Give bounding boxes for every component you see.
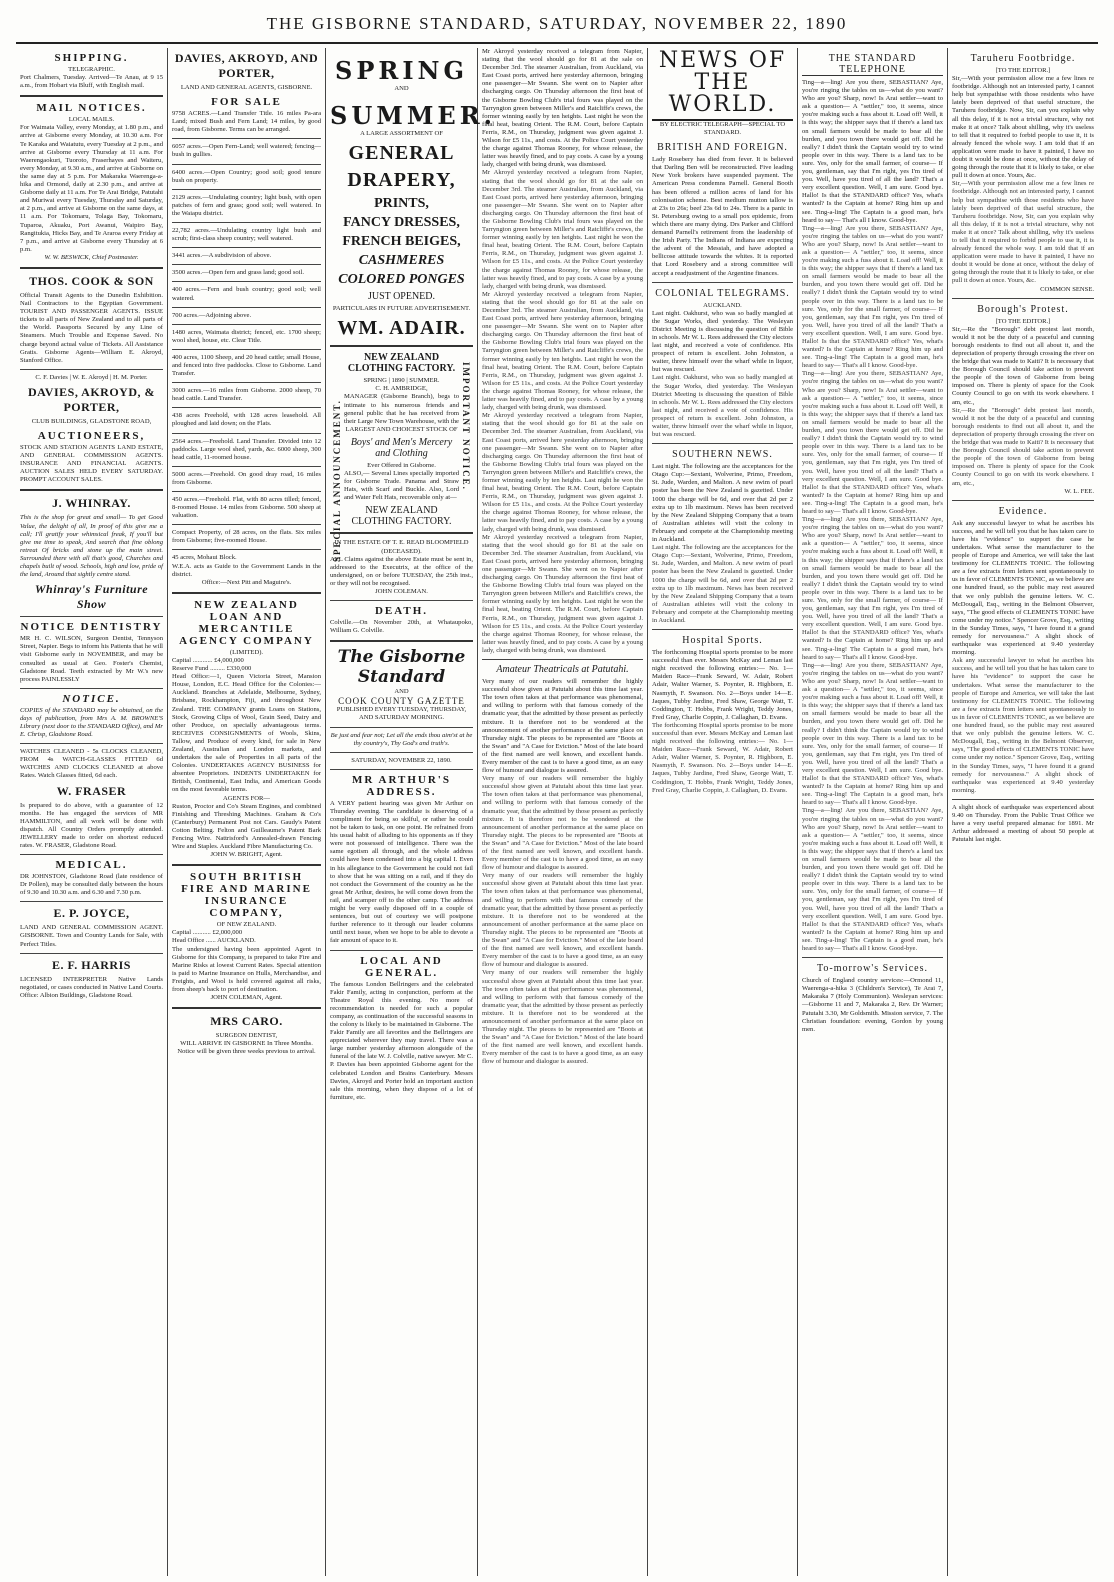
estate-signature: JOHN COLEMAN.	[375, 587, 428, 595]
factory-text: MANAGER (Gisborne Branch), begs to intimate to his numerous friends and general public that he has received from their Large New Town Warehouse, with the	[344, 393, 459, 425]
filler-text: Mr Akroyd yesterday received a telegram from Napier, stating that the wool should go for 81 at the sale on December 3rd. The steamer Australian, from Auckland, via East Coast ports, arrived here yesterday afternoon, bringing one passenger—Mr Swann. She went on to Napier after discharging cargo. On Thursday afternoon the first heat of the Gisborne Bowling Club's trial fours was played on the Tarryngton green between Miller's and Ratcliffe's crews, the former winning easily by ten heights. Last night he won the final heat, beating Orient. The R.M. Court, before Captain Ferris, R.M., on Thursday, judgment was given against J. Wilson for £5 11s., and costs. At the Police Court yesterday the charge against Thomas Rooney, for whose release, the latter was heavily fined, and to pay costs. A case by a young lady, charged with being drunk, was dismissed.	[482, 290, 643, 412]
local-mails-subheading: LOCAL MAILS.	[68, 116, 115, 124]
nzloan-reserve: Reserve Fund ......... £330,000	[172, 665, 252, 673]
divider	[330, 727, 473, 728]
filler-text: Sir,—Re the "Borough" debt protest last month, would it not be the duty of a peaceful and cunning borough residents to find out all about it, and the depreciation of property through crossing the river on the bridge that was made to Kaiti? It is necessary that the Borough Council should take action to prevent the people of the town of Gisborne from being imposed on. There is plenty of space for the Cook County Council to go on with its work elsewhere. I am, etc.,	[952, 406, 1094, 487]
prints-heading: PRINTS,	[374, 196, 429, 212]
spring-heading: SPRING	[335, 56, 468, 85]
by-telegraph: BY ELECTRIC TELEGRAPH—SPECIAL TO STANDARD.	[659, 121, 786, 137]
motto: Be just and fear not; Let all the ends thou aim'st at be thy country's, Thy God's and truth's.	[330, 731, 473, 747]
particulars: PARTICULARS IN FUTURE ADVERTISEMENT.	[332, 305, 471, 313]
summer-heading: SUMMER.	[330, 101, 496, 131]
divider	[172, 864, 321, 866]
mail-notices-heading: MAIL NOTICES.	[36, 102, 147, 115]
postmaster-signature: W. W. BESWICK, Chief Postmaster.	[44, 253, 139, 261]
boys-mercery: Boys' and Men's Mercery and Clothing	[350, 436, 453, 459]
divider	[330, 769, 473, 770]
filler-text: Last night. Oakhurst, who was so badly mangled at the Sugar Works, died yesterday. The Wesleyan District Meeting is discussing the question of Bible in schools. Mr W. L. Rees addressed the City electors last night, and received a vote of confidence. His prospect of return is excellent. John Johnston, a waiter, threw himself over the wharf while in liquor, but was rescued.	[652, 374, 794, 439]
and-word: AND	[394, 85, 409, 92]
listing: 1480 acres, Waimata district; fenced, etc. 1700 sheep; wool shed, house, etc. Clear Title.	[172, 328, 321, 344]
listing: 400 acres, 1100 Sheep, and 20 head cattle; small House, and fenced into five paddocks. Close to Gisborne. Land Transfer.	[172, 353, 321, 378]
filler-text: Ask any successful lawyer to what he ascribes his success, and he will tell you that he has taken care to have his "evidence" to support the case he undertakes. What sense the manufacturer to the people of Europe and America, we will take the last testimony for CLEMENTS TONIC. The following are a few extracts from letters sent spontaneously to us in favor of CLEMENTS TONIC, as we believe are one hundred fraud, so the public may rest assured that we only publish the genuine letters. W. C. McDougall, Esq., writing in the Belmont Observer, says, "The good effects of CLEMENTS TONIC have come under my notice." Spencer Grove, Esq., writing in the Sunday Times, says, "I have found it a grand remedy for nervousness." A slight shock of earthquake was experienced at 9.40 yesterday morning.	[952, 657, 1094, 794]
factory-heading: NEW ZEALAND CLOTHING FACTORY.	[347, 352, 456, 375]
ever-offered: Ever Offered in Gisborne.	[367, 461, 436, 469]
to-editor: [TO THE EDITOR.]	[995, 317, 1051, 325]
divider	[20, 953, 163, 954]
bright-signature: JOHN W. BRIGHT, Agent.	[210, 851, 283, 859]
listing: Compact Property, of 28 acres, on the flats. Six miles from Gisborne; five-roomed House.	[172, 529, 321, 545]
nzloan-text: Head Office:—1, Queen Victoria Street, Mansion House, London, E.C. Head Office for the Colonies:—Auckland. Branches at Adelaide, Melbourne, Sydney, Brisbane, Rockhampton, Fiji, and throughout New Zealand. THE COMPANY grants Loans on Stations, Stock, Growing Clips of Wool, Grain Seed, Dairy and other Produce, on specially advantageous terms. RECEIVES CONSIGNMENTS of Wools, Skins, Tallow, and Produce of every kind, for sale in New Zealand, Australian and London markets, and undertakes the sale of Properties in all parts of the Colonies. UNDERTAKES AGENCY BUSINESS for absentee Proprietors. INDENTS UNDERTAKEN for British, Continental, East India, and American Goods on the most favorable terms.	[172, 673, 321, 794]
column-2	[168, 48, 326, 1576]
published-note: PUBLISHED EVERY TUESDAY, THURSDAY, AND SATURDAY MORNING.	[336, 706, 467, 722]
filler-text: The forthcoming Hospital sports promise to be more successful than ever. Messrs McKay and Leman last night received the following entries:— No. 1—Maiden Race—Frank Seward, W. Adair, Robert Adair, Walter Warner, S. Poynter, R. Highborn, E. Nasmyth, F. Swanson. No. 2—Boys under 14—E. Jaques, Tubby Jardine, Fred Shaw, George Watt, T. Coddington, T. Hobbs, Frank Wright, Teddy Jones, Fred Gray, Charlie Coppin, J. Callaghan, D. Evans.	[652, 721, 793, 794]
south-british-capital: Capital ........... £2,000,000	[172, 929, 243, 937]
agents-for: AGENTS FOR—	[222, 794, 271, 802]
divider	[172, 491, 321, 492]
divider	[172, 382, 321, 383]
nzloan-capital: Capital ............ £4,000,000	[172, 656, 244, 664]
divider	[172, 524, 321, 525]
spring-summer: SPRING | 1890 | SUMMER.	[363, 377, 440, 385]
ambridge-name: C. H. AMBRIDGE,	[375, 385, 428, 393]
divider	[20, 267, 163, 269]
estate-text: ALL Claims against the above Estate must be sent in, addressed to the Executrix, at the office of the undersigned, on or before TUESDAY, the 25th inst., or they will not be recognised.	[330, 555, 473, 587]
listing: 6400 acres.—Open Country; good soil; good tenure bush on property.	[172, 168, 321, 184]
south-british-text: The undersigned having been appointed Agent in Gisborne for this Company, is prepared to take Fire and Marine Risks at lowest Current Rates. Special attention is paid to Marine Insurance on Hulls, Merchandise, and Freights, and Wool is held covered against all risks, from sheep's back to port of destination.	[172, 945, 321, 994]
masthead-title: THE GISBORNE STANDARD, SATURDAY, NOVEMBER 22, 1890	[266, 14, 848, 33]
caro-text: WILL ARRIVE IN GISBORNE In Three Months. Notice will be given three weeks previous to arrival.	[177, 1040, 316, 1056]
divider	[172, 592, 321, 594]
filler-text: Sir,—With your permission allow me a few lines re footbridge. Although not an interested party, I cannot help but sympathise with those residents who have lately been deprived of that useful structure, the Taruheru footbridge. Now, Sir, can you explain why all this delay, if it is not a trivial structure, why not make it at once? Talk about shilling, why it's useless to tell that it required to forbid people to use it, it is already fenced the whole way. I am told that if an application were made to have it painted, I have no doubt it would be done at once, without the delay of going through the route that it is likely to take, or else pull it down at once. Yours, &c.	[952, 180, 1094, 285]
listing: 5000 acres.—Freehold. On good dray road, 16 miles from Gisborne.	[172, 470, 321, 486]
earthquake-text: A slight shock of earthquake was experienced about 9.40 on Thursday. From the Public Trust Office we have a very useful prepared almanac for 1891. Mr Arthur addressed a meeting of about 50 people at Patutahi last night.	[952, 803, 1094, 844]
office-note: Office:—Next Pitt and Maguire's.	[201, 578, 292, 586]
davies-heading: DAVIES, AKROYD, & PORTER,	[28, 384, 155, 414]
tomorrow-heading: To-morrow's Services.	[817, 963, 928, 975]
issue-date: SATURDAY, NOVEMBER 22, 1890.	[351, 756, 452, 764]
wilson-text: MR H. C. WILSON, Surgeon Dentist, Tennyson Street, Napier. Begs to inform his Patients that he will visit Gisborne early in NOVEMBER, and may be consulted as usual at Geo. Foster's Chemist, Gladstone Road. Teeth extracted by Mr W.'s new process PAINLESSLY	[20, 635, 163, 683]
telephone-heading: THE STANDARD TELEPHONE	[802, 53, 943, 76]
fancy-heading: FANCY DRESSES,	[343, 215, 460, 231]
filler-text: Very many of our readers will remember the highly successful show given at Patutahi about this time last year. The town often takes at that performance was phenomenal, and willing to perform with that famous comedy of the dramatic year, that the admitted by those present as perfectly mixture. It is therefore not to be wondered at the announcement of another performance at the same place on Thursday night. The pieces to be represented are "Boots at the Swan" and "A Case for Eviction." Most of the late board of the first named are well known, and excellent hands. Every member of the cast is to have a good time, as an easy flow of humour and dialogue is assured.	[482, 775, 643, 872]
johnston-text: DR JOHNSTON, Gladstone Road (late residence of Dr Pollen), may be consulted daily between the hours of 9.30 and 10.30 a.m. and 6.30 and 7.30 p.m.	[20, 873, 163, 897]
filler-text: Mr Akroyd yesterday received a telegram from Napier, stating that the wool should go for 81 at the sale on December 3rd. The steamer Australian, from Auckland, via East Coast ports, arrived here yesterday afternoon, bringing one passenger—Mr Swann. She went on to Napier after discharging cargo. On Thursday afternoon the first heat of the Gisborne Bowling Club's trial fours was played on the Tarryngton green between Miller's and Ratcliffe's crews, the former winning easily by ten heights. Last night he won the final heat, beating Orient. The R.M. Court, before Captain Ferris, R.M., on Thursday, judgment was given against J. Wilson for £5 11s., and costs. At the Police Court yesterday the charge against Thomas Rooney, for whose release, the latter was heavily fined, and to pay costs. A case by a young lady, charged with being drunk, was dismissed.	[482, 533, 643, 654]
divider	[330, 600, 473, 601]
taruheru-heading: Taruheru Footbridge.	[970, 53, 1076, 64]
divider	[172, 407, 321, 408]
assortment: A LARGE ASSORTMENT OF	[360, 130, 443, 138]
south-british-heading: SOUTH BRITISH FIRE AND MARINE INSURANCE COMPANY,	[181, 871, 312, 920]
divider	[20, 854, 163, 855]
dentistry-heading: NOTICE DENTISTRY	[20, 621, 163, 634]
cashmeres-heading: CASHMERES	[358, 253, 445, 269]
divider	[172, 222, 321, 223]
coleman-signature: JOHN COLEMAN, Agent.	[210, 994, 283, 1002]
filler-text: Ting—a—ling! Are you there, SEBASTIAN? Aye, you're ringing the tables on us—what do you want? Who are you? Sharp, now! Is Arai settler—want to ask a question— A "settler," too, it seems, since you're making such a fuss about it. Load off! Well, it is this way; the shipper says that if there's a land tax on small farmers would be made to bear all the burden, and you town there would get off. Did he really? I didn't think the Captain would try to wind people over in this way. There is a land tax to be sure. Yes, only for the small farmer, of course— If you, gentleman, say that I'm right, yes I'm tired of you. Well, have you tired of all the land? That's a very excellent question. Well, I am sure. Good bye. Hallo! Is that the STANDARD office? Yes, what's wanted? Is the Captain at home? Ring him up and see. Ting-a-ling! The Captain is a good man, he's heard to say— That's all I know. Good-bye.	[802, 807, 943, 953]
listing: 450 acres.—Freehold. Flat, with 80 acres tilled; fenced, 8-roomed House. 14 miles from Gisborne. 500 sheep at valuation.	[172, 496, 321, 520]
listing: 438 acres Freehold, with 128 acres leasehold. All ploughed and laid down; on the Flats.	[172, 412, 321, 428]
divider	[952, 298, 1094, 299]
tomorrow-text: Church of England country services:—Ormond 11, Waerenga-a-hika 3 (Children's Service), Te Arai 7, Makaraka 7 (Holy Communion). Wesleyan services:—Gisborne 11 and 7, Makaraka 2, Rev. Dr Warner; Patutahi 3.30, Mr Goldsmith. Mission service, 7. The Christian foundation: evening, Gordon by young men.	[802, 977, 943, 1033]
divider	[652, 629, 793, 630]
column-4	[478, 48, 648, 1576]
listing: 22,782 acres.—Undulating country light bush and scrub; first-class sheep country; well watered.	[172, 227, 321, 243]
factory-footer: NEW ZEALAND CLOTHING FACTORY.	[351, 505, 452, 528]
divider	[652, 282, 793, 283]
evidence-text: Ask any successful lawyer to what he ascribes his success, and he will tell you that he has taken care to have his "evidence" to support the case he undertakes. What sense the manufacturer to the people of Europe and America, we will take the last testimony for CLEMENTS TONIC. The following are a few extracts from letters sent spontaneously to us in favor of CLEMENTS TONIC, as we believe are one hundred fraud, so the public may rest assured that we only publish the genuine letters. W. C. McDougall, Esq., writing in the Belmont Observer, says, "The good effects of CLEMENTS TONIC have come under my notice." Spencer Grove, Esq., writing in the Sunday Times, says, "I have found it a grand remedy for nervousness." A slight shock of earthquake was experienced at 9.40 yesterday morning.	[952, 519, 1094, 657]
local-news-continued: Mr Akroyd yesterday received a telegram from Napier, stating that the wool should go for 81 at the sale on December 3rd. The steamer Australian, from Auckland, via East Coast ports, arrived here yesterday afternoon, bringing one passenger—Mr Swann. She went on to Napier after discharging cargo. On Thursday afternoon the first heat of the Gisborne Bowling Club's trial fours was played on the Tarryngton green between Miller's and Ratcliffe's crews, the former winning easily by ten heights. Last night he won the final heat, beating Orient. The R.M. Court, before Captain Ferris, R.M., on Thursday, judgment was given against J. Wilson for £5 11s., and costs. At the Police Court yesterday the charge against Thomas Rooney, for whose release, the latter was heavily fined, and to pay costs. A case by a young lady, charged with being drunk, was dismissed.	[482, 48, 643, 169]
masthead	[0, 0, 1114, 46]
largest-stock: LARGEST AND CHOICEST STOCK OF	[345, 425, 458, 433]
harris-text: LICENSED INTERPRETER Native Lands negotiated, or cases conducted in Native Land Courts. Office: Albion Buildings, Gladstone Road.	[20, 975, 163, 999]
colonial-heading: COLONIAL TELEGRAMS.	[655, 287, 790, 299]
divider	[172, 349, 321, 350]
fraser-heading: W. FRASER	[56, 783, 127, 798]
death-text: Colville.—On November 20th, at Whataupoko, William G. Colville.	[330, 619, 473, 635]
divider	[172, 189, 321, 190]
column-3	[326, 48, 496, 1576]
shipping-note: Port Chalmers, Tuesday. Arrived—Te Anau, at 9 15 a.m., from Hobart via Bluff, with English mail.	[20, 74, 163, 90]
auctioneers-heading: AUCTIONEERS,	[37, 430, 146, 442]
divider	[172, 1007, 321, 1009]
opened-heading: JUST OPENED.	[367, 291, 436, 303]
divider	[330, 950, 473, 951]
ponges-heading: COLORED PONGES	[338, 272, 465, 288]
divider	[172, 307, 321, 308]
divider	[652, 443, 793, 444]
divider	[172, 281, 321, 282]
amateur-heading: Amateur Theatricals at Patutahi.	[496, 664, 629, 676]
listing: 2564 acres.—Freehold. Land Transfer. Divided into 12 paddocks. Large wool shed, yards, &c. 6000 sheep, 300 head cattle, 11-roomed house.	[172, 437, 321, 461]
divider	[802, 957, 943, 958]
listing: 45 acres, Mohaui Block.	[172, 554, 237, 562]
arthur-text: A VERY patient hearing was given Mr Arthur on Thursday evening. The candidate is deserving of a compliment for being so skilful, or rather he could not be taken to task, on one point. He refrained from his usual habit of alluding to his opponents as if they were not possessed of intelligence. There was the same egotism all through, and the whole address could have been condensed into a big capital I. Even in his allegiance to the Government he could not fail to show that he was sitting on a rail, and if they do not conduct the Government of the country as he the great Mr Arthur, desires, he will come down from the rail, and scamper off to the other camp. The address might be very easily disposed off in a couple of sentences, but out of courtesy we will postpone further reference to it through our leader columns until next issue, when we hope to be able to devote a fair amount of space to it.	[330, 799, 473, 945]
divider	[172, 264, 321, 265]
davies-partners: C. F. Davies | W. E. Akroyd | H. M. Porter.	[35, 373, 148, 381]
divider	[20, 489, 163, 491]
southern-heading: SOUTHERN NEWS.	[672, 449, 773, 461]
cook-heading: THOS. COOK & SON	[29, 273, 154, 288]
divider	[172, 138, 321, 139]
divider	[172, 164, 321, 165]
general-heading: GENERAL	[348, 142, 455, 165]
beiges-heading: FRENCH BEIGES,	[342, 234, 461, 250]
filler-text: Very many of our readers will remember the highly successful show given at Patutahi about this time last year. The town often takes at that performance was phenomenal, and willing to perform with that famous comedy of the dramatic year, that the admitted by those present as perfectly mixture. It is therefore not to be wondered at the announcement of another performance at the same place on Thursday night. The pieces to be represented are "Boots at the Swan" and "A Case for Eviction." Most of the late board of the first named are well known, and excellent hands. Every member of the cast is to have a good time, as an easy flow of humour and dialogue is assured.	[482, 969, 643, 1066]
clothing-factory-box	[344, 352, 459, 527]
auckland-heading: AUCKLAND.	[703, 301, 742, 309]
whinray-poem: This is the shop for great and small— To get Good Value, the delight of all, In proof of this give me a call; I'll gratify your whimsical freak, If you'll but give me time to speak, And search that fine oblong retreat Of bricks and stone up the main street. Surrounded there with all that's good, Churches and chapels built of wood. Schools, high and low, pride of the land, Around that sightly centre stand.	[20, 514, 163, 579]
borough-heading: Borough's Protest.	[977, 303, 1069, 315]
divider	[20, 616, 163, 617]
mail-notices-text: For Waimata Valley, every Monday, at 1.80 p.m., and arrive at Gisborne every Monday, at 10.30 a.m. For Te Karaka and Waiatutu, every Tuesday at 2 p.m., and arrive at Gisborne every Thursday at 11 a.m. For Waerengaokuri, Tuoroto, Fraserhayes and Waiteru, every Monday, at 9.30 a.m., and arrive at Gisborne on the same day at 5 p.m. For Makaraka Waerenga-a-hika and Ormond, daily at 2.30 p.m., and arrive at Gisborne daily at 11 a.m. For Te Arai Bridge, Patutahi and Muriwai every Tuesday, Thursday and Saturday, at 2 p.m., and arrive at Gisborne on the same days, at 11 a.m. For Tokomaru, Tolaga Bay, Tokomaru, Tuparoa, Akuaku, Port Awanui, Waipiro Bay, Rangitukia, Hicks Bay, and Te Araroa every Friday at 7 p.m., and arrive at Gisborne every Thursday at 6 p.m.	[20, 124, 163, 253]
south-british-head: Head Office ...... AUCKLAND.	[172, 937, 256, 945]
listing: 3000 acres.—16 miles from Gisborne. 2000 sheep, 70 head cattle. Land Transfer.	[172, 387, 321, 403]
taruheru-text: Sir,—With your permission allow me a few lines re footbridge. Although not an interested party, I cannot help but sympathise with those residents who have lately been deprived of that useful structure, the Taruheru footbridge. Now, Sir, can you explain why all this delay, if it is not a trivial structure, why not make it at once? Talk about shilling, why it's useless to tell that it required to forbid people to use it, it is already fenced the whole way. I am told that if an application were made to have it painted, I have no doubt it would be done at once, without the delay of going through the route that it is likely to take, or else pull it down at once. Yours, &c.	[952, 75, 1094, 180]
cook-county-gazette: COOK COUNTY GAZETTE	[338, 696, 465, 707]
hospital-heading: Hospital Sports.	[682, 635, 763, 647]
divider	[172, 549, 321, 550]
estate-heading: IN THE ESTATE OF T. E. READ BLOOMFIELD (DECEASED).	[334, 539, 469, 555]
notice-heading: NOTICE.	[62, 692, 121, 705]
cook-text: Official Transit Agents to the Dunedin Exhibition. Nail Contractors to the Egyptian Government. TOURIST AND PASSENGER AGENTS. ISSUE tickets to all parts of New Zealand and to all parts of the World. Passports Secured by any Line of Steamers. Much Trouble and Expense Saved. No charge beyond actual value of Tickets. All Assistance Gratis. Gisborne Agents—William E. Akroyd, Stanford Office.	[20, 291, 163, 364]
auckland-text: Last night. Oakhurst, who was so badly mangled at the Sugar Works, died yesterday. The Wesleyan District Meeting is discussing the question of Bible in schools. Mr W. L. Rees addressed the City electors last night, and received a vote of confidence. His prospect of return is excellent. John Johnston, a waiter, threw himself over the wharf while in liquor, but was rescued.	[652, 309, 794, 374]
divider	[20, 688, 163, 689]
caro-heading: MRS CARO.	[210, 1014, 283, 1029]
divider	[482, 659, 643, 660]
listing: 6057 acres.—Open Fern-Land; well watered; fencing—bush in gullies.	[172, 143, 321, 159]
wea-note: W.E.A. acts as Guide to the Government Lands in the district.	[172, 562, 321, 578]
davies-text: STOCK AND STATION AGENTS LAND ESTATE, AND GENERAL COMMISSION AGENTS. INSURANCE AND FINANCIAL AGENTS. AUCTION SALES HELD EVERY SATURDAY. PROMPT ACCOUNT SALES.	[20, 444, 163, 484]
divider	[20, 743, 163, 744]
divider	[330, 532, 473, 534]
listing: 3500 acres.—Open fern and grass land; good soil.	[172, 269, 305, 277]
borough-text: Sir,—Re the "Borough" debt protest last month, would it not be the duty of a peaceful and cunning borough residents to find out all about it, and the depreciation of property through crossing the river on the bridge that was made to Kaiti? It is necessary that the Borough Council should take action to prevent the people of the town of Gisborne from being imposed on. There is plenty of space for the Cook County Council to go on with its work elsewhere. I am, etc.,	[952, 325, 1094, 406]
medical-heading: MEDICAL.	[55, 859, 128, 872]
agents-text: Ruston, Proctor and Co's Steam Engines, and combined Finishing and Threshing Machines. Graham & Co's (Canterbury) Permanent Post not Cars. Gaudy's Patent Cotton Belting. Felton and Guilleaume's Patent Bark Fencing Wire. Nattrisford's Annealed-drawn Fencing Wire and Staples. Auckland Fibre Manufacturing Co.	[172, 802, 321, 851]
filler-text: Ting—a—ling! Are you there, SEBASTIAN? Aye, you're ringing the tables on us—what do you want? Who are you? Sharp, now! Is Arai settler—want to ask a question— A "settler," too, it seems, since you're making such a fuss about it. Load off! Well, it is this way; the shipper says that if there's a land tax on small farmers would be made to bear all the burden, and you town there would get off. Did he really? I didn't think the Captain would try to wind people over in this way. There is a land tax to be sure. Yes, only for the small farmer, of course— If you, gentleman, say that I'm right, yes I'm tired of you. Well, have you tired of all the land? That's a very excellent question. Well, I am sure. Good bye. Hallo! Is that the STANDARD office? Yes, what's wanted? Is the Captain at home? Ring him up and see. Ting-a-ling! The Captain is a good man, he's heard to say— That's all I know. Good-bye.	[802, 224, 943, 370]
filler-text: Very many of our readers will remember the highly successful show given at Patutahi about this time last year. The town often takes at that performance was phenomenal, and willing to perform with that famous comedy of the dramatic year, that the admitted by those present as perfectly mixture. It is therefore not to be wondered at the announcement of another performance at the same place on Thursday night. The pieces to be represented are "Boots at the Swan" and "A Case for Eviction." Most of the late board of the first named are well known, and excellent hands. Every member of the cast is to have a good time, as an easy flow of humour and dialogue is assured.	[482, 872, 643, 969]
watches-text: WATCHES CLEANED - 5s CLOCKS CLEANED, FROM 4s WATCH-GLASSES FITTED 6d WATCHES AND CLOCKS CLEANED at above Rates. Watch Glasses fitted, 6d each.	[20, 748, 163, 780]
whinray-heading: J. WHINRAY.	[52, 496, 131, 511]
filler-text: Ting—a—ling! Are you there, SEBASTIAN? Aye, you're ringing the tables on us—what do you want? Who are you? Sharp, now! Is Arai settler—want to ask a question— A "settler," too, it seems, since you're making such a fuss about it. Load off! Well, it is this way; the shipper says that if there's a land tax on small farmers would be made to bear all the burden, and you town there would get off. Did he really? I didn't think the Captain would try to wind people over in this way. There is a land tax to be sure. Yes, only for the small farmer, of course— If you, gentleman, say that I'm right, yes I'm tired of you. Well, have you tired of all the land? That's a very excellent question. Well, I am sure. Good bye. Hallo! Is that the STANDARD office? Yes, what's wanted? Is the Captain at home? Ring him up and see. Ting-a-ling! The Captain is a good man, he's heard to say— That's all I know. Good-bye.	[802, 661, 943, 807]
drapery-heading: DRAPERY,	[347, 169, 456, 192]
nameplate: The Gisborne Standard	[337, 647, 466, 688]
telephone-text: Ting—a—ling! Are you there, SEBASTIAN? Aye, you're ringing the tables on us—what do you want? Who are you? Sharp, now! Is Arai settler—want to ask a question— A "settler," too, it seems, since you're making such a fuss about it. Load off! Well, it is this way; the shipper says that if there's a land tax on small farmers would be made to bear all the burden, and you town there would get off. Did he really? I didn't think the Captain would try to wind people over in this way. There is a land tax to be sure. Yes, only for the small farmer, of course— If you, gentleman, say that I'm right, yes I'm tired of you. Well, have you tired of all the land? That's a very excellent question. Well, I am sure. Good bye. Hallo! Is that the STANDARD office? Yes, what's wanted? Is the Captain at home? Ring him up and see. Ting-a-ling! The Captain is a good man, he's heard to say— That's all I know. Good-bye.	[802, 79, 943, 224]
important-notice-vertical: IMPORTANT NOTICE.	[461, 362, 471, 492]
filler-text: Mr Akroyd yesterday received a telegram from Napier, stating that the wool should go for 81 at the sale on December 3rd. The steamer Australian, from Auckland, via East Coast ports, arrived here yesterday afternoon, bringing one passenger—Mr Swann. She went on to Napier after discharging cargo. On Thursday afternoon the first heat of the Gisborne Bowling Club's trial fours was played on the Tarryngton green between Miller's and Ratcliffe's crews, the former winning easily by ten heights. Last night he won the final heat, beating Orient. The R.M. Court, before Captain Ferris, R.M., on Thursday, judgment was given against J. Wilson for £5 11s., and costs. At the Police Court yesterday the charge against Thomas Rooney, for whose release, the latter was heavily fined, and to pay costs. A case by a young lady, charged with being drunk, was dismissed.	[482, 169, 643, 290]
borough-signature: W. L. FEE.	[1064, 487, 1094, 495]
nameplate-and: AND	[394, 688, 409, 696]
divider	[172, 247, 321, 248]
evidence-heading: Evidence.	[998, 505, 1048, 517]
divider	[330, 640, 473, 642]
columns	[16, 48, 1098, 1576]
davies-land-heading: DAVIES, AKROYD, AND PORTER,	[174, 51, 319, 80]
furniture-show: Whinray's Furniture Show	[34, 582, 149, 612]
fraser-text: Is prepared to do above, with a guarantee of 12 months. He has engaged the services of MR HAMMILTON, and all work will be done with dispatch. All Country Orders promptly attended. JEWELLERY made to order on shortest reduced rates. W. FRASER, Gladstone Road.	[20, 801, 163, 849]
nzloan-limited: (LIMITED).	[229, 648, 264, 656]
local-general-heading: LOCAL AND GENERAL.	[360, 954, 443, 979]
british-foreign-heading: BRITISH AND FOREIGN.	[657, 142, 788, 154]
taruheru-signature: COMMON SENSE.	[1040, 285, 1094, 293]
davies-address: CLUB BUILDINGS, GLADSTONE ROAD,	[31, 417, 152, 425]
column-5	[648, 48, 798, 1576]
divider	[172, 324, 321, 325]
listings	[172, 110, 321, 562]
listing: 700 acres.—Adjoining above.	[172, 311, 252, 319]
listing: 400 acres.—Fern and bush country; good soil; well watered.	[172, 286, 321, 302]
special-announcement-vertical: SPECIAL ANNOUNCEMENT.	[332, 399, 342, 563]
hospital-text: The forthcoming Hospital sports promise to be more successful than ever. Messrs McKay and Leman last night received the following entries:— No. 1—Maiden Race—Frank Seward, W. Adair, Robert Adair, Walter Warner, S. Poynter, R. Highborn, E. Nasmyth, F. Swanson. No. 2—Boys under 14—E. Jaques, Tubby Jardine, Fred Shaw, George Watt, T. Coddington, T. Hobbs, Frank Wright, Teddy Jones, Fred Gray, Charlie Coppin, J. Callaghan, D. Evans.	[652, 649, 793, 721]
shipping-heading: SHIPPING.	[54, 52, 129, 64]
joyce-heading: E. P. JOYCE,	[53, 906, 130, 921]
divider	[952, 500, 1094, 501]
listing: 9758 ACRES.—Land Transfer Title. 16 miles Pa-ara Land; mixed Bush and Fern Land; 14 miles, by good road, from Gisborne. Terms can be arranged.	[172, 110, 321, 134]
joyce-text: LAND AND GENERAL COMMISSION AGENT. GISBORNE. Town and Country Lands for Sale, with Perfect Titles.	[20, 924, 163, 948]
davies-land-sub: LAND AND GENERAL AGENTS, GISBORNE.	[180, 84, 313, 91]
harris-heading: E. F. HARRIS	[52, 957, 131, 972]
listing: 3441 acres.—A subdivision of above.	[172, 252, 272, 260]
telegraphic-subheading: TELEGRAPHIC.	[68, 66, 115, 73]
filler-text: Mr Akroyd yesterday received a telegram from Napier, stating that the wool should go for 81 at the sale on December 3rd. The steamer Australian, from Auckland, via East Coast ports, arrived here yesterday afternoon, bringing one passenger—Mr Swann. She went on to Napier after discharging cargo. On Thursday afternoon the first heat of the Gisborne Bowling Club's trial fours was played on the Tarryngton green between Miller's and Ratcliffe's crews, the former winning easily by ten heights. Last night he won the final heat, beating Orient. The R.M. Court, before Captain Ferris, R.M., on Thursday, judgment was given against J. Wilson for £5 11s., and costs. At the Police Court yesterday the charge against Thomas Rooney, for whose release, the latter was heavily fined, and to pay costs. A case by a young lady, charged with being drunk, was dismissed.	[482, 412, 643, 533]
british-text: Lady Rosebery has died from fever. It is believed that Darling Ben will be reconstructed. Five leading New York brokers have suspended payment. The American Press condemns Parnell. General Booth has been offered a million acres of land for his colonisation scheme. Best medium mutton tallow is at 23s to 26s; beef 23s 6d to 24s. There is a panic in St. Petersburg owing to a small pox epidemic, from which there are many dying. Drs Parker and Clifford demand Parnell's retirement from the leadership of the Irish Party. The Indians of Indiana are expecting the advent of the Messiah, and have adopted a bellicose attitude towards the whites. It is reported that Lord Rosebery and a strong committee will accept a readjustment of the Argentine finances.	[652, 156, 793, 277]
divider	[330, 345, 473, 347]
news-of-the-world-heading: NEWS OF THE WORLD.	[652, 50, 793, 121]
listing: 2129 acres.—Undulating country; light bush, with open patches of fern and grass; good soil; well watered. In the Waiapu district.	[172, 193, 321, 217]
column-1	[16, 48, 168, 1576]
notice-text: COPIES of the STANDARD may be obtained, on the days of publication, from Mrs A. M. BROWNE'S Library (next door to the STANDARD Office), and Mr E. Chrisp, Gladstone Road.	[20, 706, 163, 739]
filler-text: Ting—a—ling! Are you there, SEBASTIAN? Aye, you're ringing the tables on us—what do you want? Who are you? Sharp, now! Is Arai settler—want to ask a question— A "settler," too, it seems, since you're making such a fuss about it. Load off! Well, it is this way; the shipper says that if there's a land tax on small farmers would be made to bear all the burden, and you town there would get off. Did he really? I didn't think the Captain would try to wind people over in this way. There is a land tax to be sure. Yes, only for the small farmer, of course— If you, gentleman, say that I'm right, yes I'm tired of you. Well, have you tired of all the land? That's a very excellent question. Well, I am sure. Good bye. Hallo! Is that the STANDARD office? Yes, what's wanted? Is the Captain at home? Ring him up and see. Ting-a-ling! The Captain is a good man, he's heard to say— That's all I know. Good-bye.	[802, 516, 943, 661]
south-british-nz: OF NEW ZEALAND.	[216, 921, 277, 929]
for-sale-heading: FOR SALE	[211, 96, 282, 109]
caro-sub: SURGEON DENTIST,	[215, 1032, 278, 1040]
divider	[330, 752, 473, 753]
masthead-rule	[16, 42, 1098, 44]
filler-text: Last night. The following are the acceptances for the Otago Cup:—Sextant, Wolverine, Primo, Freedom, St. Jude, Warden, and Malton. A new swim of pearl poster has been the New Zealand is gazetted. Under 1000 the charge will be 6d, and over that 2d per 2 extra up to 1lb maximum. News has been received by the New Zealand Shipping Company that a team of Australian athletes will visit the colony in February and compete at the Championship meeting in Auckland.	[652, 544, 793, 624]
divider	[172, 466, 321, 467]
local-general-text: The famous London Bellringers and the celebrated Fakir Family, acting in conjunction, perform at the Theatre Royal this evening. No more of recommendation is needed for such a popular company, as continuation of the successful seasons in the colony is likely to be maintained in Gisborne. The Fakir Family are all favorites and the Bellringers are appreciated wherever they may travel. There was a large number yesterday afternoon alongside of the funeral of the late W. J. Colville, native sawyer. Mr C. P. Davies has been appointed Gisborne agent for the celebrated London and Brains Canterbury. Messrs Davies, Akroyd and Porter hold an important auction sale this morning, when they dispose of a lot of furniture, etc.	[330, 980, 473, 1101]
to-editor: [TO THE EDITOR.]	[995, 67, 1051, 74]
divider	[172, 433, 321, 434]
column-7	[948, 48, 1098, 1576]
column-6	[798, 48, 948, 1576]
divider	[20, 95, 163, 97]
arthur-heading: MR ARTHUR'S ADDRESS.	[352, 773, 451, 798]
also-text: ALSO,— Several Lines specially imported for Gisborne Trade. Panama and Straw Hats, with Scarf and Buckle. Also, Lord and Water Felt Hats, recoverable only at—	[344, 470, 459, 502]
southern-text: Last night. The following are the acceptances for the Otago Cup:—Sextant, Wolverine, Primo, Freedom, St. Jude, Warden, and Malton. A new swim of pearl poster has been the New Zealand is gazetted. Under 1000 the charge will be 6d, and over that 2d per 2 extra up to 1lb maximum. News has been received by the New Zealand Shipping Company that a team of Australian athletes will visit the colony in February and compete at the Championship meeting in Auckland.	[652, 463, 793, 544]
amateur-text: Very many of our readers will remember the highly successful show given at Patutahi about this time last year. The town often takes at that performance was phenomenal, and willing to perform with that famous comedy of the dramatic year, that the admitted by those present as perfectly mixture. It is therefore not to be wondered at the announcement of another performance at the same place on Thursday night. The pieces to be represented are "Boots at the Swan" and "A Case for Eviction." Most of the late board of the first named are well known, and excellent hands. Every member of the cast is to have a good time, as an easy flow of humour and dialogue is assured.	[482, 678, 643, 775]
filler-text: Ting—a—ling! Are you there, SEBASTIAN? Aye, you're ringing the tables on us—what do you want? Who are you? Sharp, now! Is Arai settler—want to ask a question— A "settler," too, it seems, since you're making such a fuss about it. Load off! Well, it is this way; the shipper says that if there's a land tax on small farmers would be made to bear all the burden, and you town there would get off. Did he really? I didn't think the Captain would try to wind people over in this way. There is a land tax to be sure. Yes, only for the small farmer, of course— If you, gentleman, say that I'm right, yes I'm tired of you. Well, have you tired of all the land? That's a very excellent question. Well, I am sure. Good bye. Hallo! Is that the STANDARD office? Yes, what's wanted? Is the Captain at home? Ring him up and see. Ting-a-ling! The Captain is a good man, he's heard to say— That's all I know. Good-bye.	[802, 370, 943, 515]
adair-name: WM. ADAIR.	[337, 317, 466, 340]
nzloan-heading: NEW ZEALAND LOAN AND MERCANTILE AGENCY COMPANY	[179, 598, 314, 647]
divider	[20, 369, 163, 370]
divider	[952, 799, 1094, 800]
divider	[20, 901, 163, 902]
death-heading: DEATH.	[374, 605, 429, 618]
